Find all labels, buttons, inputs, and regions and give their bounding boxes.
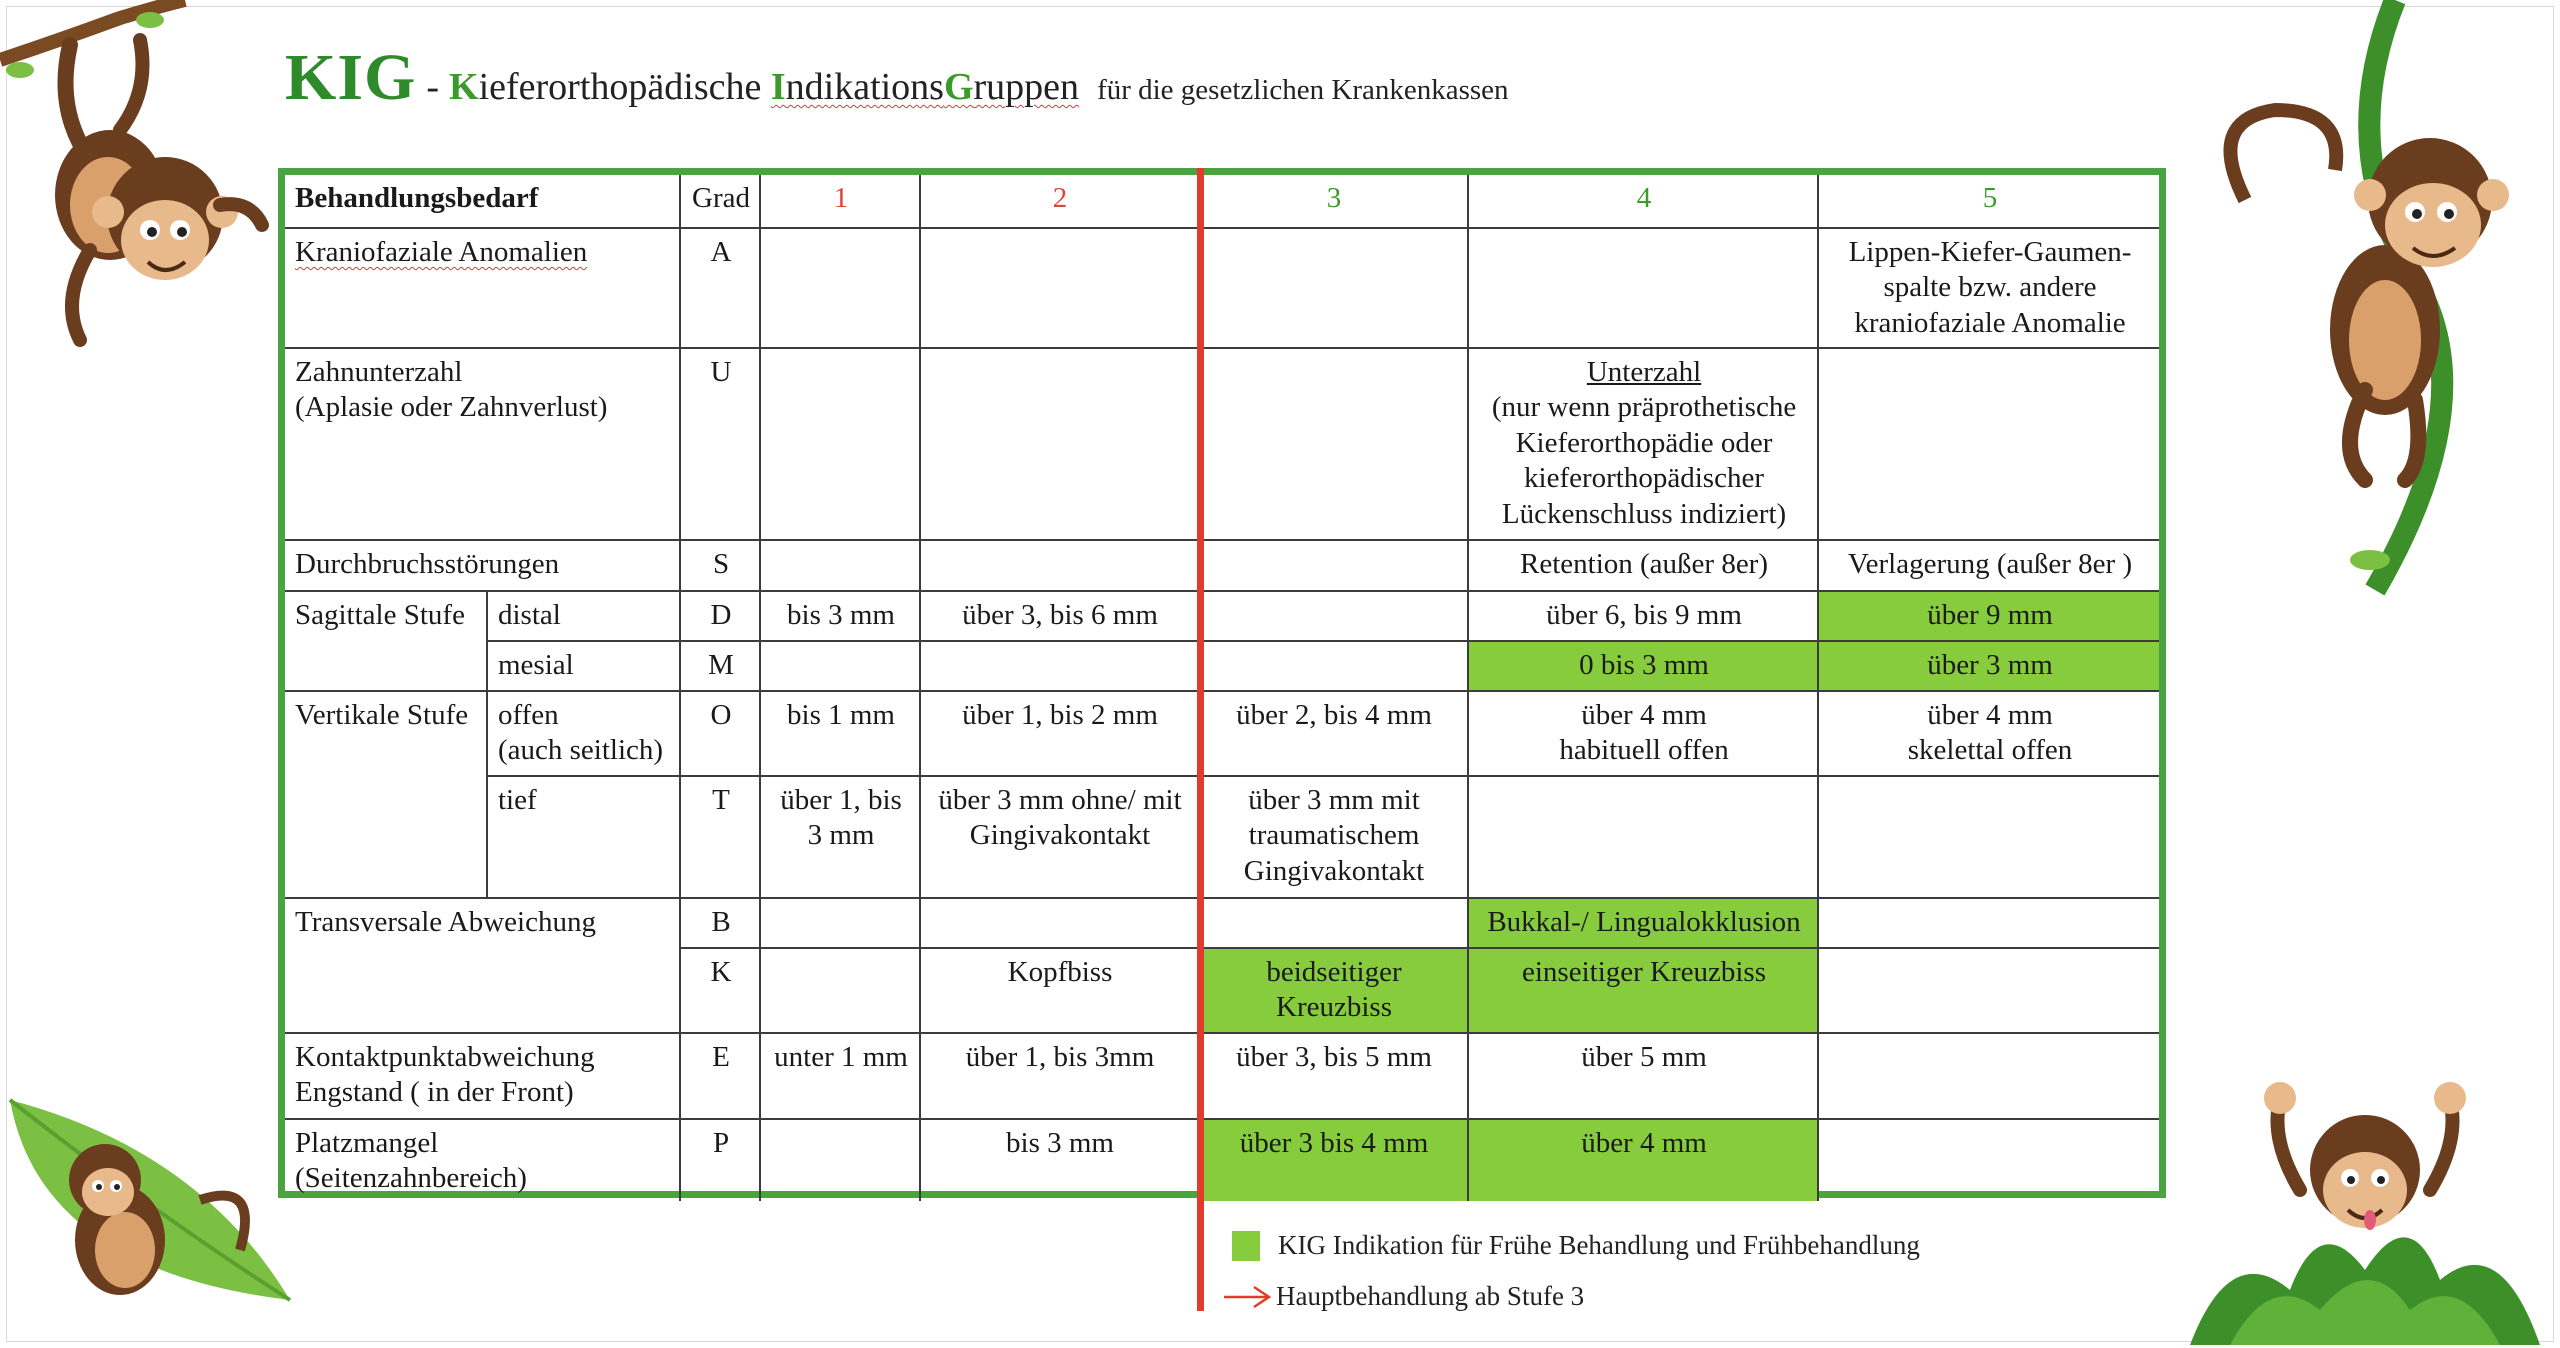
arrow-right-icon [1222,1282,1272,1312]
kig-table-frame [278,168,2166,1198]
row-u-label-1: Zahnunterzahl [295,356,463,388]
row-o-g5-2: skelettal offen [1907,734,2073,767]
row-o-sub-1: offen [498,699,559,731]
row-o-g4 [1468,691,1818,776]
title-indikations [771,66,1079,108]
row-e-label-1: Kontaktpunktabweichung [295,1041,595,1073]
row-t-g4 [1468,776,1818,898]
row-k-g1 [760,948,920,1033]
row-t-sub: tief [487,776,680,898]
row-e-label-2: Engstand ( in der Front) [295,1076,574,1109]
title-kig: KIG [285,41,417,114]
row-s-g2 [920,540,1198,591]
row-k-g2: Kopfbiss [920,948,1198,1033]
row-e-label [285,1033,680,1119]
title-cap-g: G [943,66,974,108]
row-u-g3 [1198,348,1468,540]
row-e-g4: über 5 mm [1468,1033,1818,1119]
row-o-sub [487,691,680,776]
row-b-g4: Bukkal-/ Lingualokklusion [1468,898,1818,948]
row-b-g5 [1818,898,2159,948]
row-e-g2: über 1, bis 3mm [920,1033,1198,1119]
title-subtitle: für die gesetzlichen Krankenkassen [1097,74,1509,106]
monkey-leaf-icon [0,1090,300,1340]
row-transversal-label: Transversale Abweichung [285,898,680,1033]
header-level-5: 5 [1818,175,2159,228]
header-grad: Grad [680,175,760,228]
title-rest-3: ruppen [973,66,1080,108]
row-d-g2: über 3, bis 6 mm [920,591,1198,641]
row-e-code: E [680,1033,760,1119]
row-a-g2 [920,228,1198,348]
row-u-g4-title: Unterzahl [1586,356,1702,388]
monkey-bush-icon [2170,1060,2560,1345]
table-row-t [285,776,2159,898]
row-p-g1 [760,1119,920,1201]
row-m-code: M [680,641,760,691]
row-vertikal-label: Vertikale Stufe [285,691,487,898]
row-p-g3: über 3 bis 4 mm [1198,1119,1468,1201]
title-cap-i: I [770,66,786,108]
table-row-d [285,591,2159,641]
row-u-g4 [1468,348,1818,540]
table-row-s [285,540,2159,591]
row-k-g3: beidseitiger Kreuzbiss [1198,948,1468,1033]
row-p-label-1: Platzmangel [295,1127,439,1159]
legend-arrow-text: Hauptbehandlung ab Stufe 3 [1276,1281,1585,1311]
monkey-vine-icon [2185,0,2560,600]
row-e-g3: über 3, bis 5 mm [1198,1033,1468,1119]
row-s-g4: Retention (außer 8er) [1468,540,1818,591]
row-a-g5: Lippen-Kiefer-Gaumen-spalte bzw. andere kraniofaziale Anomalie [1818,228,2159,348]
row-s-g3 [1198,540,1468,591]
row-a-g3 [1198,228,1468,348]
row-u-label [285,348,680,540]
row-p-g2: bis 3 mm [920,1119,1198,1201]
row-k-g5 [1818,948,2159,1033]
monkey-hanging-icon [0,0,280,360]
header-level-3: 3 [1198,175,1468,228]
table-row-m [285,641,2159,691]
row-u-g2 [920,348,1198,540]
row-s-g5: Verlagerung (außer 8er ) [1818,540,2159,591]
table-row-b [285,898,2159,948]
row-o-code: O [680,691,760,776]
header-need: Behandlungsbedarf [285,175,680,228]
table-row-p [285,1119,2159,1201]
row-m-g1 [760,641,920,691]
row-a-g4 [1468,228,1818,348]
row-b-g3 [1198,898,1468,948]
row-u-g4-text: (nur wenn präprothetische Kieferorthopädie oder kieferorthopädischer Lückenschluss indiziert) [1491,391,1797,530]
title-dash: - [426,66,440,108]
legend-arrow [1222,1281,1584,1312]
row-t-g3: über 3 mm mit traumatischem Gingivakontakt [1198,776,1468,898]
row-k-code: K [680,948,760,1033]
row-o-g4-1: über 4 mm [1581,699,1707,731]
row-d-g4: über 6, bis 9 mm [1468,591,1818,641]
row-m-g4: 0 bis 3 mm [1468,641,1818,691]
legend-green-text: KIG Indikation für Frühe Behandlung und Frühbehandlung [1278,1230,1920,1260]
page-title [285,40,1509,120]
row-d-sub: distal [487,591,680,641]
row-m-sub: mesial [487,641,680,691]
row-u-g1 [760,348,920,540]
row-e-g1: unter 1 mm [760,1033,920,1119]
table-header-row [285,175,2159,228]
row-d-g5: über 9 mm [1818,591,2159,641]
table-row-e [285,1033,2159,1119]
row-t-g1: über 1, bis 3 mm [760,776,920,898]
row-e-g5 [1818,1033,2159,1119]
row-a-label [285,228,680,348]
row-s-label: Durchbruchsstörungen [285,540,680,591]
row-b-g2 [920,898,1198,948]
row-p-g5 [1818,1119,2159,1201]
row-u-code: U [680,348,760,540]
row-b-g1 [760,898,920,948]
row-a-label-text: Kraniofaziale Anomalien [295,236,588,268]
row-b-code: B [680,898,760,948]
row-o-sub-2: (auch seitlich) [498,734,664,767]
row-d-g1: bis 3 mm [760,591,920,641]
row-o-g3: über 2, bis 4 mm [1198,691,1468,776]
header-level-4: 4 [1468,175,1818,228]
row-s-g1 [760,540,920,591]
row-m-g3 [1198,641,1468,691]
row-t-g2: über 3 mm ohne/ mit Gingivakontakt [920,776,1198,898]
header-level-2: 2 [920,175,1198,228]
row-k-g4: einseitiger Kreuzbiss [1468,948,1818,1033]
row-t-code: T [680,776,760,898]
row-d-code: D [680,591,760,641]
row-o-g5-1: über 4 mm [1927,699,2053,731]
row-o-g5 [1818,691,2159,776]
header-level-1: 1 [760,175,920,228]
row-o-g2: über 1, bis 2 mm [920,691,1198,776]
table-row-u [285,348,2159,540]
row-p-label [285,1119,680,1201]
row-a-code: A [680,228,760,348]
row-p-label-2: (Seitenzahnbereich) [295,1162,527,1195]
title-name [449,65,1079,109]
threshold-line [1197,168,1204,1311]
row-d-g3 [1198,591,1468,641]
row-t-g5 [1818,776,2159,898]
title-rest-2: ndikations [785,66,944,108]
title-cap-k: K [449,66,479,108]
row-s-code: S [680,540,760,591]
row-sagittal-label: Sagittale Stufe [285,591,487,691]
table-row-o [285,691,2159,776]
row-u-g5 [1818,348,2159,540]
kig-table [285,175,2159,1201]
row-u-label-2: (Aplasie oder Zahnverlust) [295,391,608,424]
row-m-g2 [920,641,1198,691]
row-p-code: P [680,1119,760,1201]
row-p-g4: über 4 mm [1468,1119,1818,1201]
row-o-g1: bis 1 mm [760,691,920,776]
row-m-g5: über 3 mm [1818,641,2159,691]
table-row-a [285,228,2159,348]
row-a-g1 [760,228,920,348]
legend-green [1232,1230,1920,1261]
legend-green-swatch [1232,1231,1260,1261]
title-rest-1: ieferorthopädische [478,66,771,108]
row-o-g4-2: habituell offen [1559,734,1729,767]
